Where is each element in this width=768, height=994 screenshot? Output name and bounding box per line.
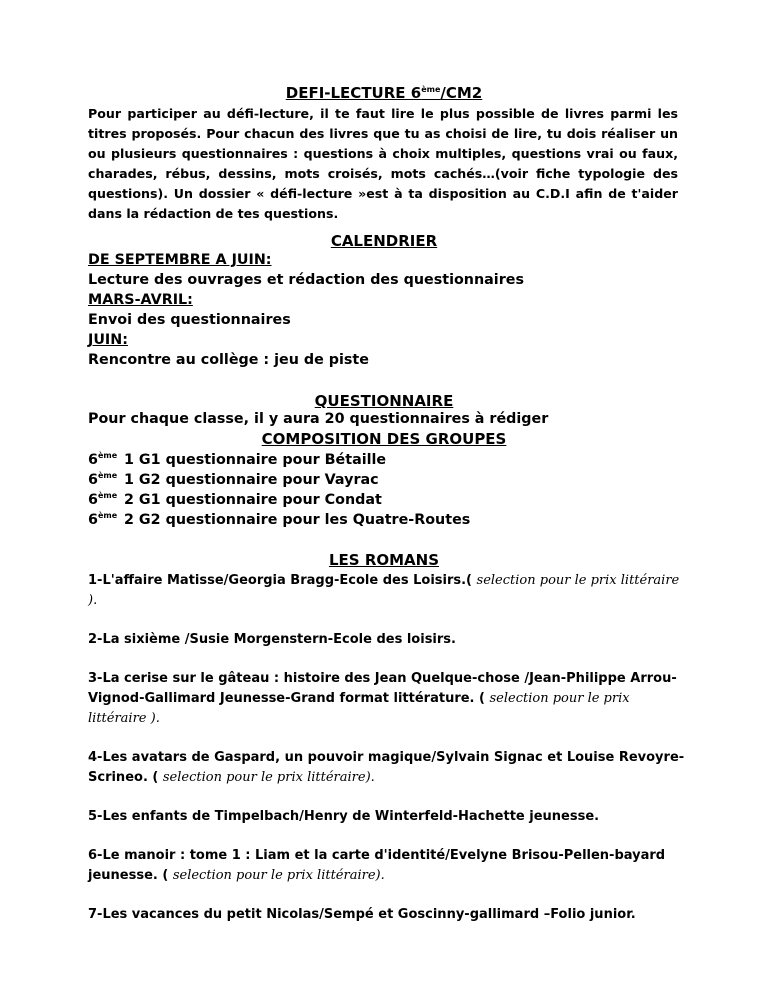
roman-item: 3-La cerise sur le gâteau : histoire des Jean Quelque-chose /Jean-Philippe Arrou-Vignod-Gallimard Jeunesse-Grand format littérature. ( selection pour le prix littéraire ). bbox=[88, 671, 677, 726]
roman-item: 2-La sixième /Susie Morgenstern-Ecole des loisirs. bbox=[88, 632, 456, 647]
period-label: MARS-AVRIL: bbox=[88, 292, 193, 308]
roman-item: 5-Les enfants de Timpelbach/Henry de Winterfeld-Hachette jeunesse. bbox=[88, 809, 600, 824]
period-label: DE SEPTEMBRE A JUIN: bbox=[88, 252, 272, 268]
roman-item: 7-Les vacances du petit Nicolas/Sempé et Goscinny-gallimard –Folio junior. bbox=[88, 907, 636, 922]
period-label: JUIN: bbox=[88, 332, 128, 348]
calendrier-heading: CALENDRIER bbox=[330, 232, 438, 250]
title-sup: ème bbox=[421, 85, 441, 94]
roman-item: 4-Les avatars de Gaspard, un pouvoir magique/Sylvain Signac et Louise Revoyre-Scrineo. ( selection pour le prix littéraire). bbox=[88, 750, 685, 785]
questionnaire-text: Pour chaque classe, il y aura 20 questionnaires à rédiger bbox=[88, 411, 549, 427]
romans-heading: LES ROMANS bbox=[328, 551, 440, 569]
intro-paragraph: Pour participer au défi-lecture, il te faut lire le plus possible de livres parmi les titres proposés. Pour chacun des livres que tu as choisi de lire, tu dois réaliser un ou plusieurs questionnaires : questions à choix multiples, questions vrai ou faux, charades, rébus, dessins, mots croisés, mots cachés…(voir fiche typologie des questions). Un dossier « défi-lecture »est à ta disposition au C.D.I afin de t'aider dans la rédaction de tes questions. bbox=[88, 106, 678, 221]
roman-item: 1-L'affaire Matisse/Georgia Bragg-Ecole des Loisirs.( selection pour le prix littéraire ). bbox=[88, 573, 680, 608]
period-text: Lecture des ouvrages et rédaction des questionnaires bbox=[88, 272, 524, 288]
title-base: DEFI-LECTURE 6 bbox=[285, 84, 422, 102]
period-text: Envoi des questionnaires bbox=[88, 312, 291, 328]
page-title bbox=[0, 84, 768, 102]
groups-subheading: COMPOSITION DES GROUPES bbox=[261, 430, 507, 448]
title-rest: /CM2 bbox=[440, 84, 483, 102]
period-text: Rencontre au collège : jeu de piste bbox=[88, 352, 369, 368]
group-line: 6ème 2 G1 questionnaire pour Condat bbox=[88, 491, 382, 508]
group-line: 6ème 1 G1 questionnaire pour Bétaille bbox=[88, 451, 387, 468]
group-line: 6ème 2 G2 questionnaire pour les Quatre-Routes bbox=[88, 511, 471, 528]
questionnaire-heading: QUESTIONNAIRE bbox=[314, 392, 454, 410]
roman-item: 6-Le manoir : tome 1 : Liam et la carte d'identité/Evelyne Brisou-Pellen-bayard jeunesse. ( selection pour le prix littéraire). bbox=[88, 848, 666, 883]
group-line: 6ème 1 G2 questionnaire pour Vayrac bbox=[88, 471, 379, 488]
